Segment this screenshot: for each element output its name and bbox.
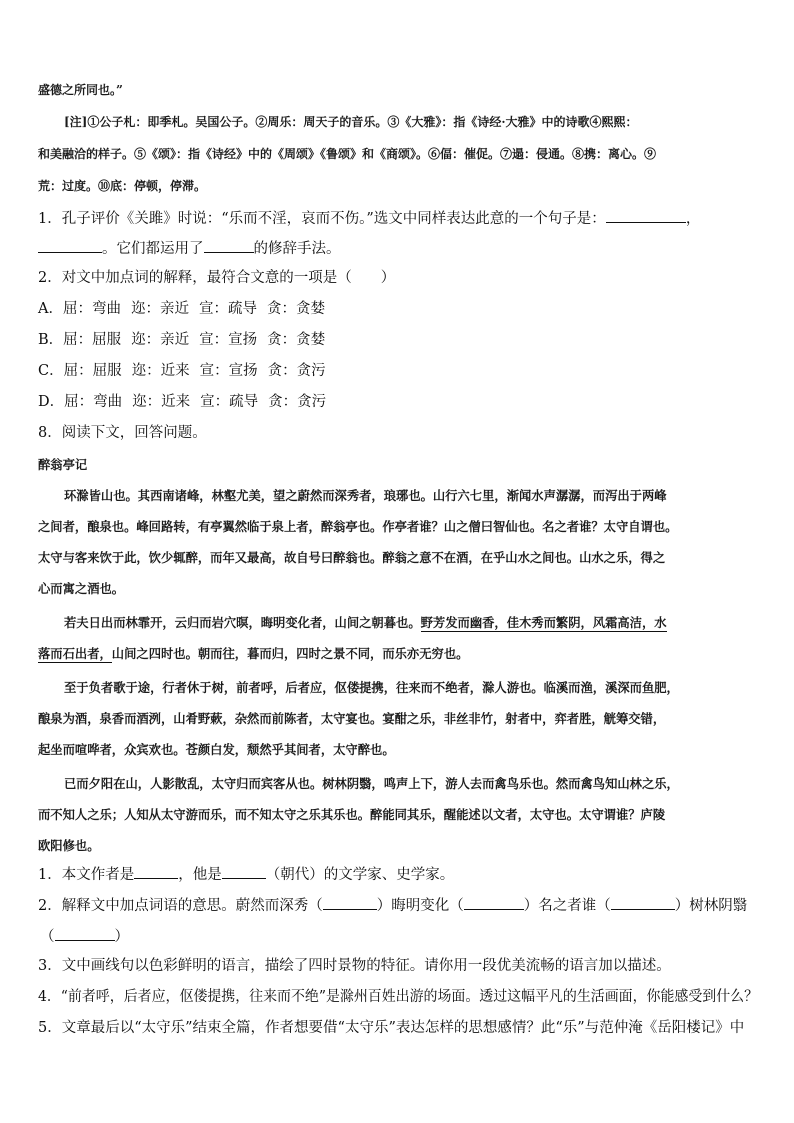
answer-blank[interactable] xyxy=(606,210,686,223)
option-d-part-1: D．屈：弯曲 xyxy=(38,394,123,410)
sub-question-5: 5．文章最后以“太守乐”结束全篇，作者想要借“太守乐”表达怎样的思想感情？此“乐”与范仲淹《岳阳楼记》中 xyxy=(38,1020,745,1036)
sub-question-2-text: 2．解释文中加点词语的意思。蔚然而深秀（ xyxy=(38,898,323,914)
sub-question-3: 3．文中画线句以色彩鲜明的语言，描绘了四时景物的特征。请你用一段优美流畅的语言加以描述。 xyxy=(38,958,671,974)
answer-blank[interactable] xyxy=(222,866,266,879)
passage-p1-line-4: 心而寓之酒也。 xyxy=(38,581,125,596)
question-1-text-2: 。它们都运用了 xyxy=(102,241,204,257)
option-c-part-3: 宣：宣扬 xyxy=(199,363,258,379)
sub-question-1 xyxy=(38,866,454,883)
option-b-part-3: 宣：宣扬 xyxy=(199,332,258,348)
option-d-part-2: 迩：近来 xyxy=(132,394,191,410)
sub-question-2-line-2 xyxy=(40,928,129,945)
paren-close: ） xyxy=(114,929,129,945)
option-a-part-1: A．屈：弯曲 xyxy=(38,301,121,317)
option-a-part-4: 贪：贪婪 xyxy=(266,301,325,317)
passage-p1-line-1: 环滁皆山也。其西南诸峰，林壑尤美，望之蔚然而深秀者，琅琊也。山行六七里，渐闻水声潺潺，而泻出于两峰 xyxy=(64,488,667,503)
sub-question-2 xyxy=(38,897,747,914)
question-1-text: 1．孔子评价《关雎》时说：“乐而不淫，哀而不伤。”选文中同样表达此意的一个句子是： xyxy=(38,211,606,227)
passage-p3-line-1: 至于负者歌于途，行者休于树，前者呼，后者应，伛偻提携，往来而不绝者，滁人游也。临溪而渔，溪深而鱼肥， xyxy=(64,680,679,695)
question-1-line-2 xyxy=(38,240,341,257)
annotation-line-3: 荒：过度。⑩底：停顿，停滞。 xyxy=(38,179,207,193)
annotation-line-2: 和美融洽的样子。⑤《颂》：指《诗经》中的《周颂》《鲁颂》和《商颂》。⑥偪：催促。⑦遢：侵通。⑧携：离心。⑨ xyxy=(38,147,657,161)
answer-blank[interactable] xyxy=(204,240,254,253)
passage-p4-line-2: 而不知人之乐；人知从太守游而乐，而不知太守之乐其乐也。醉能同其乐，醒能述以文者，太守也。太守谓谁？庐陵 xyxy=(38,807,666,822)
sub-question-2-text-2: ）晦明变化（ xyxy=(376,898,464,914)
option-d-part-4: 贪：贪污 xyxy=(268,394,327,410)
question-2-stem: 2．对文中加点词的解释，最符合文意的一项是（ ） xyxy=(38,270,396,286)
paren-open: （ xyxy=(40,929,55,945)
passage-p4-line-1: 已而夕阳在山，人影散乱，太守归而宾客从也。树林阴翳，鸣声上下，游人去而禽鸟乐也。然而禽鸟知山林之乐， xyxy=(64,776,679,791)
passage-p1-line-3: 太守与客来饮于此，饮少辄醉，而年又最高，故自号曰醉翁也。醉翁之意不在酒，在乎山水之间也。山水之乐，得之 xyxy=(38,550,666,565)
sub-question-4: 4．“前者呼，后者应，伛偻提携，往来而不绝”是滁州百姓出游的场面。透过这幅平凡的生活画面，你能感受到什么？ xyxy=(38,989,759,1005)
answer-blank[interactable] xyxy=(38,240,102,253)
option-c-part-4: 贪：贪污 xyxy=(267,363,326,379)
option-a-part-2: 迩：亲近 xyxy=(130,301,189,317)
option-b-part-1: B．屈：屈服 xyxy=(38,332,122,348)
passage-p2-text: 若夫日出而林霏开，云归而岩穴暝，晦明变化者，山间之朝暮也。 xyxy=(64,615,421,630)
question-8-stem: 8．阅读下文，回答问题。 xyxy=(38,425,207,441)
answer-blank[interactable] xyxy=(55,928,115,941)
sub-question-1-text-3: （朝代）的文学家、史学家。 xyxy=(265,867,455,883)
annotation-line-1: [注]①公子札：即季札。吴国公子。②周乐：周天子的音乐。③《大雅》：指《诗经·大雅》中的诗歌④熙熙： xyxy=(64,115,638,129)
passage-p2-text-2: 山间之四时也。朝而往，暮而归，四时之景不同，而乐亦无穷也。 xyxy=(111,646,469,661)
option-b-part-4: 贪：贪婪 xyxy=(267,332,326,348)
passage-title: 醉翁亭记 xyxy=(38,457,88,472)
question-1-text-3: 的修辞手法。 xyxy=(253,241,341,257)
option-c-part-1: C．屈：屈服 xyxy=(38,363,122,379)
underlined-sentence: 野芳发而幽香，佳木秀而繁阴，风霜高洁，水 xyxy=(420,615,667,630)
option-b xyxy=(38,333,325,348)
question-1-line-1 xyxy=(38,210,700,227)
option-a-part-3: 宣：疏导 xyxy=(198,301,257,317)
sub-question-2-text-4: ）树林阴翳 xyxy=(674,898,748,914)
passage-p4-line-3: 欧阳修也。 xyxy=(38,838,100,853)
sub-question-2-text-3: ）名之者谁（ xyxy=(523,898,611,914)
option-c-part-2: 迩：近来 xyxy=(131,363,190,379)
sub-question-1-text-2: ，他是 xyxy=(178,867,222,883)
passage-p3-line-3: 起坐而喧哗者，众宾欢也。苍颜白发，颓然乎其间者，太守醉也。 xyxy=(38,742,395,757)
option-d-part-3: 宣：疏导 xyxy=(200,394,259,410)
passage-p2-line-1 xyxy=(64,617,667,629)
continuation-line: 盛德之所同也。” xyxy=(38,83,123,97)
option-a xyxy=(38,302,325,317)
answer-blank[interactable] xyxy=(134,866,178,879)
sub-question-1-text: 1．本文作者是 xyxy=(38,867,135,883)
question-1-comma: ， xyxy=(685,211,701,227)
answer-blank[interactable] xyxy=(611,897,675,910)
passage-p1-line-2: 之间者，酿泉也。峰回路转，有亭翼然临于泉上者，醉翁亭也。作亭者谁？山之僧曰智仙也。名之者谁？太守自谓也。 xyxy=(38,519,678,534)
answer-blank[interactable] xyxy=(323,897,377,910)
option-d xyxy=(38,395,326,410)
passage-p3-line-2: 酿泉为酒，泉香而酒洌，山肴野蔌，杂然而前陈者，太守宴也。宴酣之乐，非丝非竹，射者中，弈者胜，觥筹交错， xyxy=(38,711,666,726)
underlined-sentence-end: 落而石出者， xyxy=(38,646,112,661)
passage-p2-line-2 xyxy=(38,648,468,660)
option-c xyxy=(38,364,326,379)
option-b-part-2: 迩：亲近 xyxy=(131,332,190,348)
answer-blank[interactable] xyxy=(464,897,524,910)
